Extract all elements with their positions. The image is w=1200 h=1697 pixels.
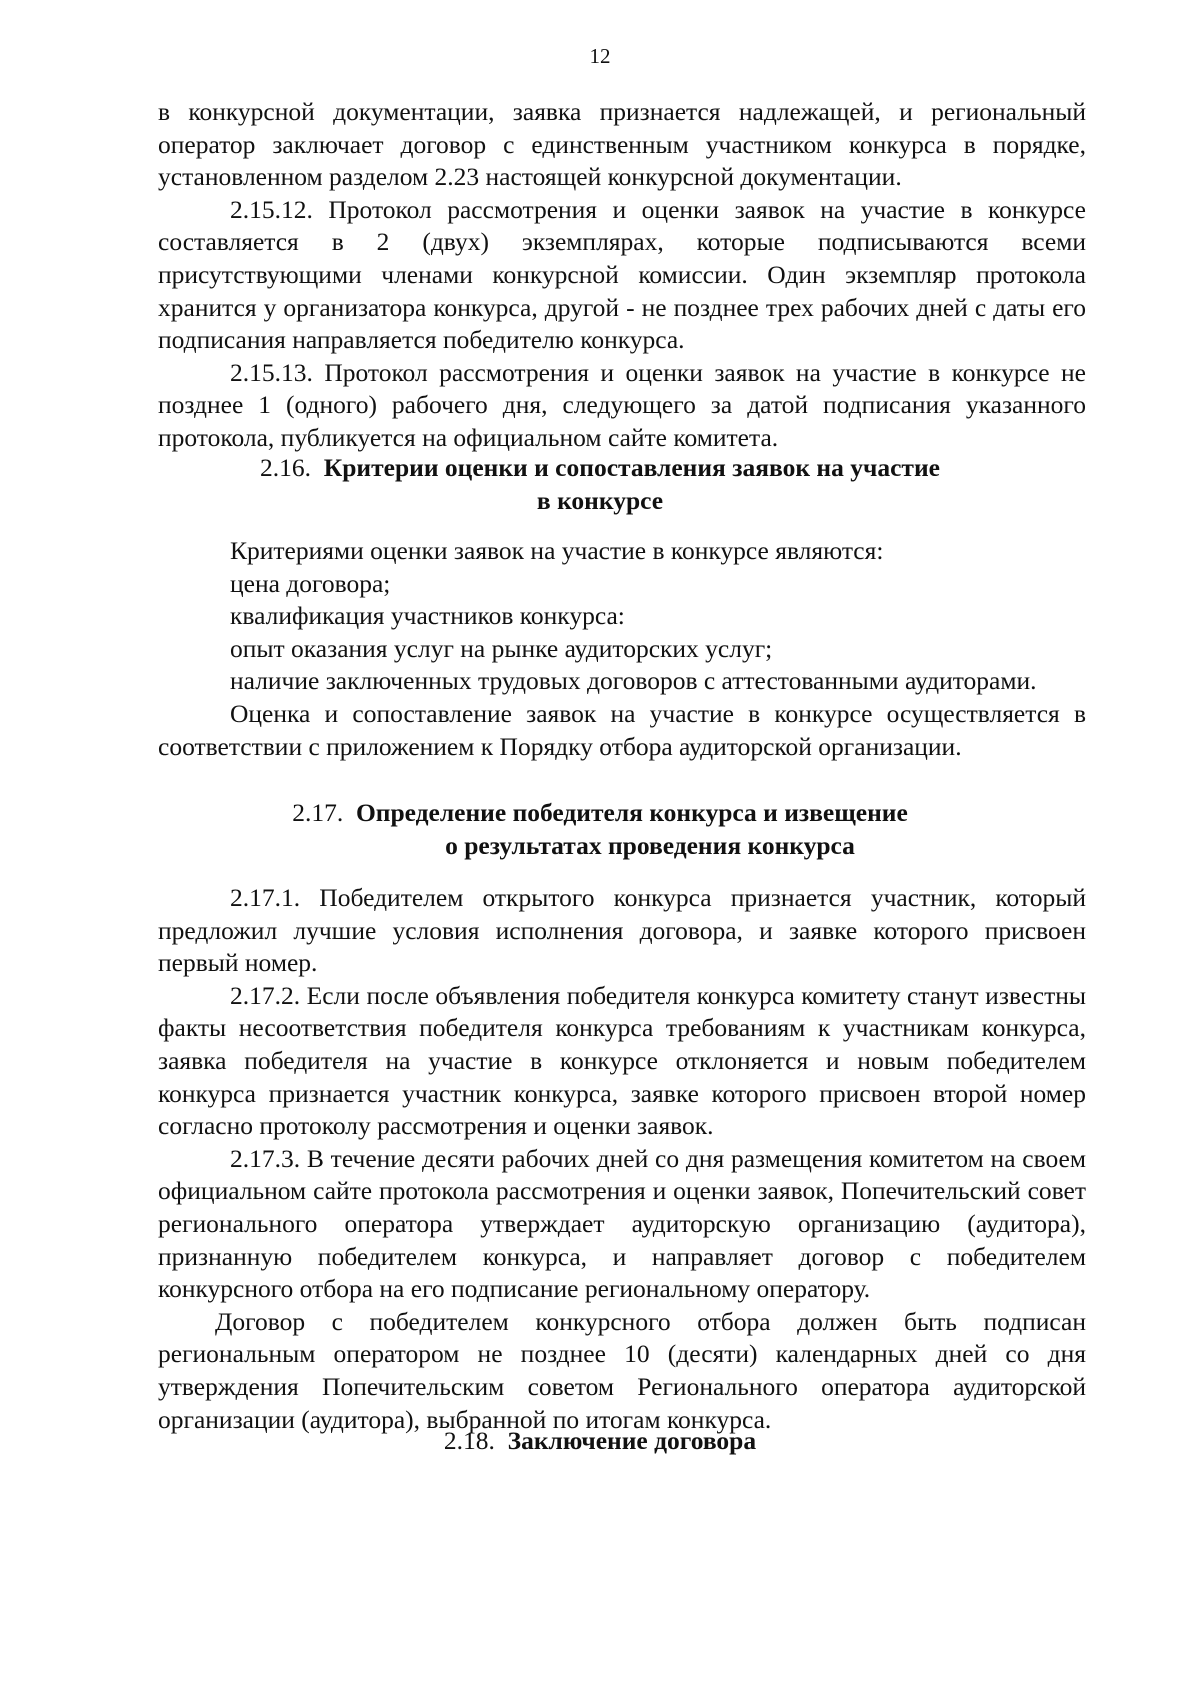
criteria-intro: Критериями оценки заявок на участие в конкурсе являются:: [230, 536, 884, 565]
section-title-2-18: Заключение договора: [507, 1426, 757, 1455]
criteria-closing: Оценка и сопоставление заявок на участие в конкурсе осуществляется в соответствии с приложением к Порядку отбора аудиторской организации.: [158, 698, 1086, 761]
section-title-2-16-line2: в конкурсе: [536, 485, 664, 515]
section-heading-2-17-line1: [0, 797, 1200, 830]
section-title-2-16: Критерии оценки и сопоставления заявок на участие: [323, 453, 940, 482]
section-heading-2-18: [0, 1425, 1200, 1458]
paragraph-continuation: в конкурсной документации, заявка признается надлежащей, и региональный оператор заключает договор с единственным участником конкурса в порядке, установленном разделом 2.23 настоящей конкурсной документации.: [158, 97, 1086, 192]
winner-block: [158, 882, 1086, 1436]
continuation-block: [158, 96, 1086, 455]
section-heading-2-17: [0, 797, 1200, 862]
paragraph-2-17-2: 2.17.2. Если после объявления победителя конкурса комитету станут известны факты несоответствия победителя конкурса требованиям к участникам конкурса, заявка победителя на участие в конкурсе отклоняется и новым победителем конкурса признается участник конкурса, заявке которого присвоен второй номер согласно протоколу рассмотрения и оценки заявок.: [158, 980, 1086, 1141]
section-number-2-16: 2.16.: [260, 453, 311, 482]
paragraph-2-15-13: 2.15.13. Протокол рассмотрения и оценки заявок на участие в конкурсе не позднее 1 (одного) рабочего дня, следующего за датой подписания указанного протокола, публикуется на официальном сайте комитета.: [158, 357, 1086, 452]
section-title-2-17-line2: о результатах проведения конкурса: [445, 830, 855, 860]
section-heading-2-16-line1: [0, 452, 1200, 485]
paragraph-2-17-3: 2.17.3. В течение десяти рабочих дней со дня размещения комитетом на своем официальном сайте протокола рассмотрения и оценки заявок, Попечительский совет регионального оператора утверждает аудиторскую организацию (аудитора), признанную победителем конкурса, и направляет договор с победителем конкурсного отбора на его подписание региональному оператору.: [158, 1143, 1086, 1304]
section-number-2-17: 2.17.: [292, 798, 344, 827]
criteria-item: наличие заключенных трудовых договоров с аттестованными аудиторами.: [230, 666, 1037, 696]
section-title-2-17: Определение победителя конкурса и извещение: [355, 798, 908, 827]
criteria-item: цена договора;: [230, 568, 391, 598]
section-heading-2-16: [0, 452, 1200, 517]
paragraph-2-17-1: 2.17.1. Победителем открытого конкурса признается участник, который предложил лучшие условия исполнения договора, и заявке которого присвоен первый номер.: [158, 883, 1086, 978]
page-number: 12: [589, 44, 611, 68]
paragraph-contract-signing: Договор с победителем конкурсного отбора должен быть подписан региональным оператором не позднее 10 (десяти) календарных дней со дня утверждения Попечительским советом Регионального оператора аудиторской организации (аудитора), выбранной по итогам конкурса.: [158, 1306, 1086, 1434]
criteria-block: [158, 535, 1086, 763]
criteria-item: квалификация участников конкурса:: [230, 601, 625, 631]
paragraph-2-15-12: 2.15.12. Протокол рассмотрения и оценки заявок на участие в конкурсе составляется в 2 (двух) экземплярах, которые подписываются всеми присутствующими членами конкурсной комиссии. Один экземпляр протокола хранится у организатора конкурса, другой - не позднее трех рабочих дней с даты его подписания направляется победителю конкурса.: [158, 194, 1086, 355]
section-number-2-18: 2.18.: [443, 1426, 495, 1455]
criteria-item: опыт оказания услуг на рынке аудиторских услуг;: [230, 633, 773, 663]
